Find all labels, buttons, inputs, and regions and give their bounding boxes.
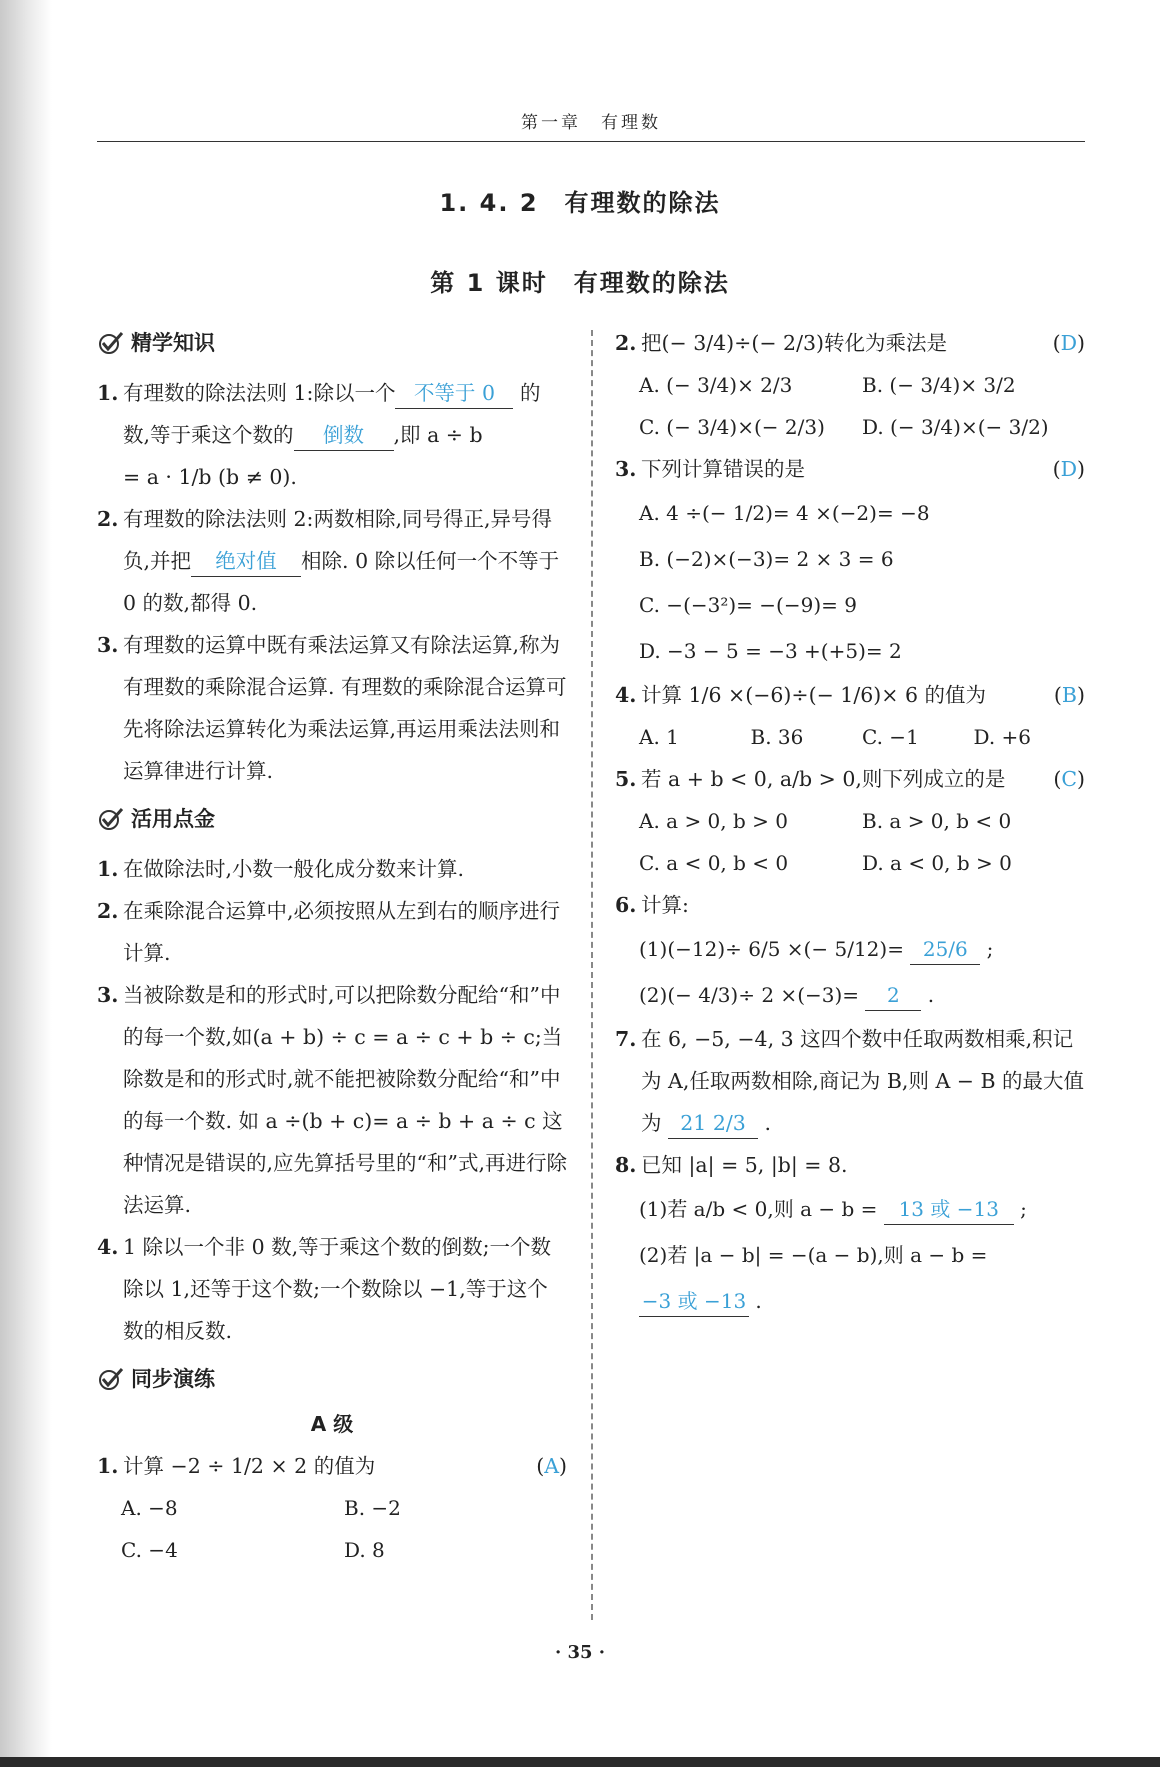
answer-blank: 21 2/3 — [668, 1108, 758, 1139]
section-heading-tips: 活用点金 — [97, 798, 567, 838]
running-header: 第一章 有理数 — [521, 113, 661, 133]
knowledge-item-1: 1. 有理数的除法法则 1:除以一个 不等于 0 的数,等于乘这个数的 倒数 ,即 a ÷ b = a · 1/b (b ≠ 0). — [97, 372, 567, 498]
bottom-edge-bar — [0, 1757, 1160, 1767]
answer-choice: A — [544, 1454, 559, 1478]
question-5: 5. 若 a + b < 0, a/b > 0,则下列成立的是 (C) — [615, 767, 1085, 791]
checkmark-icon — [97, 804, 125, 832]
right-column — [615, 322, 1085, 1324]
tip-item: 4. 1 除以一个非 0 数,等于乘这个数的倒数;一个数除以 1,还等于这个数;一个数除以 −1,等于这个数的相反数. — [97, 1235, 552, 1343]
answer-choice: D — [1060, 457, 1077, 481]
answer-blank: 2 — [865, 980, 921, 1011]
section-heading-practice: 同步演练 — [97, 1358, 567, 1398]
question-8-part-2: (2)若 |a − b| = −(a − b),则 a − b = −3 或 −13 . — [615, 1232, 1085, 1324]
question-2-options: A. (− 3/4)× 2/3 B. (− 3/4)× 3/2 C. (− 3/4)×(− 2/3) D. (− 3/4)×(− 3/2) — [639, 373, 1049, 439]
question-7: 7. 在 6, −5, −4, 3 这四个数中任取两数相乘,积记为 A,任取两数相除,商记为 B,则 A − B 的最大值为 21 2/3 . — [615, 1018, 1085, 1144]
question-1: 1. 计算 −2 ÷ 1/2 × 2 的值为 (A) — [97, 1454, 567, 1478]
question-1-options: A. −8 B. −2 C. −4 D. 8 — [121, 1496, 401, 1562]
answer-choice: C — [1061, 767, 1077, 791]
knowledge-item-3: 3. 有理数的运算中既有乘法运算又有除法运算,称为有理数的乘除混合运算. 有理数的乘除混合运算可先将除法运算转化为乘法运算,再运用乘法法则和运算律进行计算. — [97, 633, 567, 783]
question-6-part-1: (1)(−12)÷ 6/5 ×(− 5/12)= 25/6 ; — [615, 926, 1085, 972]
tip-item: 3. 当被除数是和的形式时,可以把除数分配给“和”中的每一个数,如(a + b) ÷ c = a ÷ c + b ÷ c;当除数是和的形式时,就不能把被除数分配给“和”中的每一个数. 如 a ÷(b + c)= a ÷ b + a ÷ c 这种情况是错误的,应先算括号里的“和”式,再进行除法运算. — [97, 983, 567, 1217]
question-8-part-1: (1)若 a/b < 0,则 a − b = 13 或 −13 ; — [615, 1186, 1085, 1232]
tip-item: 1. 在做除法时,小数一般化成分数来计算. — [97, 857, 465, 881]
answer-blank: 25/6 — [910, 934, 980, 965]
question-3-option: D. −3 − 5 = −3 +(+5)= 2 — [639, 639, 902, 663]
page-number: · 35 · — [554, 1642, 606, 1663]
checkmark-icon — [97, 1364, 125, 1392]
question-8: 8. 已知 |a| = 5, |b| = 8. — [615, 1153, 848, 1177]
answer-choice: B — [1061, 683, 1077, 707]
question-4: 4. 计算 1/6 ×(−6)÷(− 1/6)× 6 的值为 (B) — [615, 683, 1085, 707]
question-6: 6. 计算: — [615, 893, 689, 917]
tip-item: 2. 在乘除混合运算中,必须按照从左到右的顺序进行计算. — [97, 899, 561, 965]
answer-blank: 倒数 — [294, 420, 394, 451]
question-5-options: A. a > 0, b > 0 B. a > 0, b < 0 C. a < 0, b < 0 D. a < 0, b > 0 — [639, 809, 1012, 875]
lesson-title: 第 1 课时 有理数的除法 — [430, 269, 730, 297]
question-3-option: B. (−2)×(−3)= 2 × 3 = 6 — [639, 547, 894, 571]
answer-blank: −3 或 −13 — [639, 1286, 749, 1317]
level-label: A 级 — [310, 1412, 354, 1436]
header-rule — [97, 141, 1085, 142]
question-6-part-2: (2)(− 4/3)÷ 2 ×(−3)= 2 . — [615, 972, 1085, 1018]
answer-blank: 绝对值 — [191, 546, 301, 577]
question-4-options: A. 1 B. 36 C. −1 D. +6 — [639, 725, 1032, 749]
knowledge-item-2: 2. 有理数的除法法则 2:两数相除,同号得正,异号得负,并把 绝对值 相除. 0 除以任何一个不等于 0 的数,都得 0. — [97, 507, 560, 615]
question-3-option: A. 4 ÷(− 1/2)= 4 ×(−2)= −8 — [639, 501, 930, 525]
question-3-option: C. −(−3²)= −(−9)= 9 — [639, 593, 857, 617]
section-heading-knowledge: 精学知识 — [97, 322, 567, 362]
question-3: 3. 下列计算错误的是 (D) — [615, 457, 1085, 481]
left-column — [97, 322, 567, 1571]
section-title: 1. 4. 2 有理数的除法 — [439, 189, 721, 217]
checkmark-icon — [97, 328, 125, 356]
answer-blank: 不等于 0 — [395, 378, 513, 409]
column-divider — [591, 330, 593, 1620]
answer-blank: 13 或 −13 — [884, 1194, 1014, 1225]
question-2: 2. 把(− 3/4)÷(− 2/3)转化为乘法是 (D) — [615, 331, 1085, 355]
answer-choice: D — [1060, 331, 1077, 355]
